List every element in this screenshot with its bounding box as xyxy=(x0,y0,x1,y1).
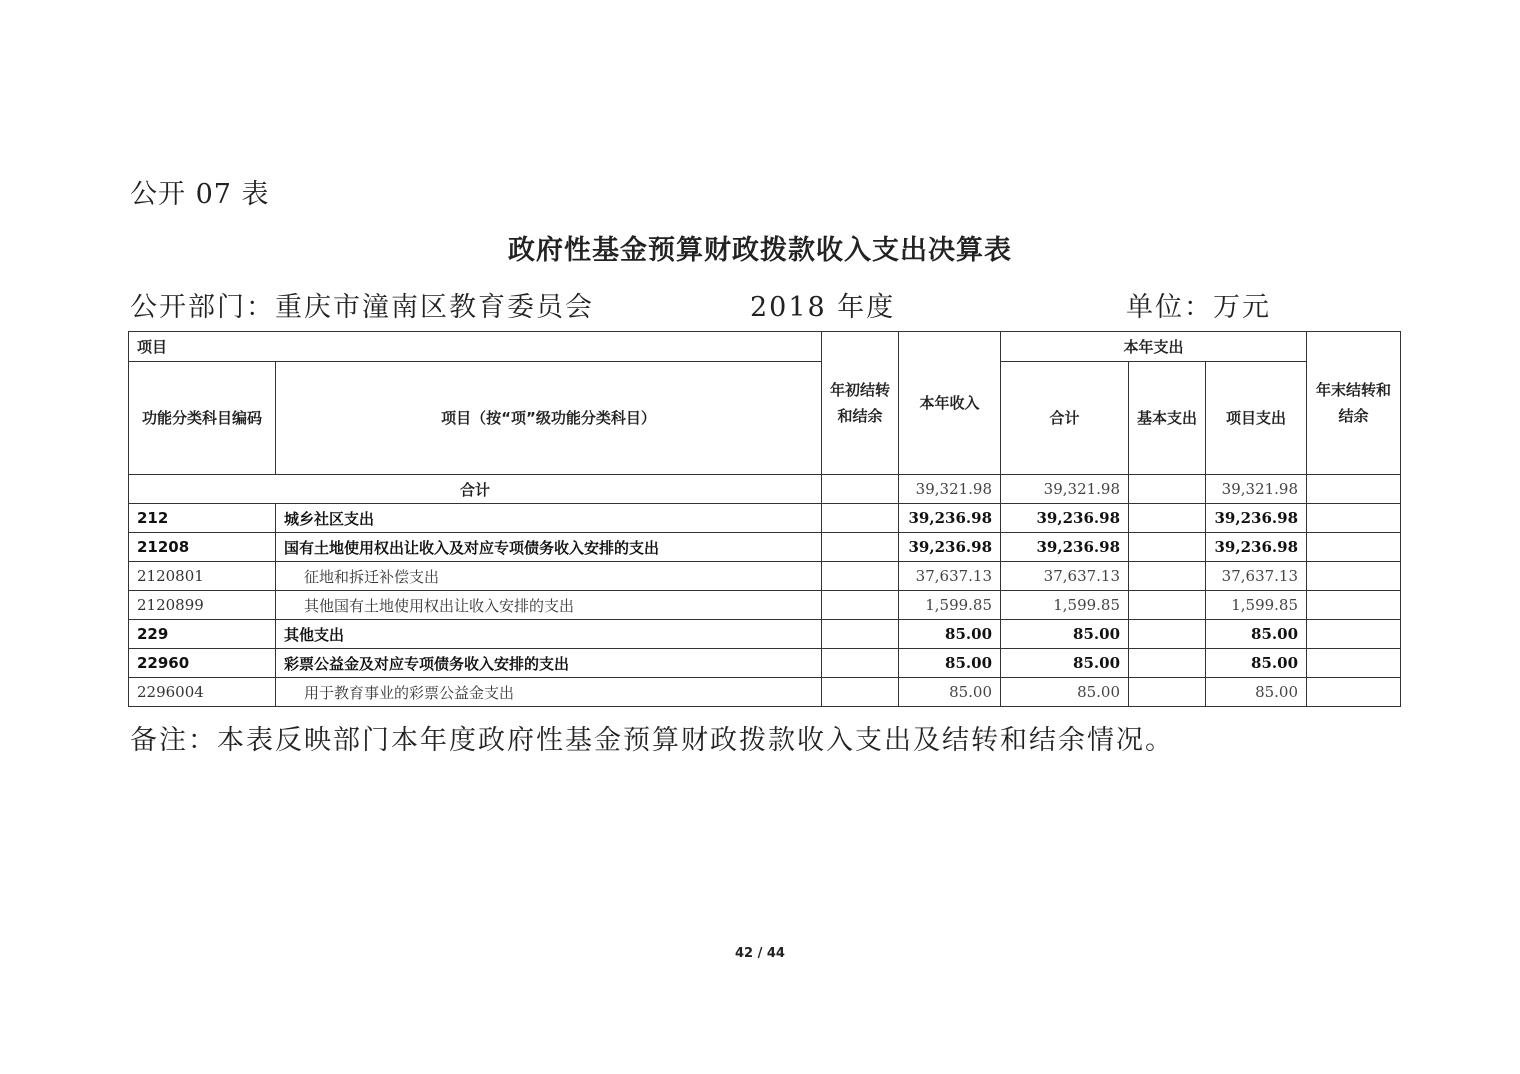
table-row xyxy=(129,562,1401,591)
table-row xyxy=(129,533,1401,562)
header-project: 项目 xyxy=(129,332,822,362)
row-opening xyxy=(822,678,899,707)
row-closing xyxy=(1307,591,1401,620)
row-project: 85.00 xyxy=(1206,678,1307,707)
row-income: 85.00 xyxy=(899,620,1001,649)
row-income: 85.00 xyxy=(899,649,1001,678)
table-note: 备注：本表反映部门本年度政府性基金预算财政拨款收入支出及结转和结余情况。 xyxy=(130,725,1174,756)
row-code: 21208 xyxy=(129,533,276,562)
row-basic xyxy=(1129,649,1206,678)
unit-label: 单位：万元 xyxy=(1126,292,1271,323)
total-label: 合计 xyxy=(129,475,822,504)
row-project: 85.00 xyxy=(1206,620,1307,649)
row-name: 用于教育事业的彩票公益金支出 xyxy=(276,678,822,707)
row-closing xyxy=(1307,620,1401,649)
table-code: 公开 07 表 xyxy=(130,179,270,210)
row-code: 212 xyxy=(129,504,276,533)
total-opening xyxy=(822,475,899,504)
total-row xyxy=(129,475,1401,504)
row-income: 39,236.98 xyxy=(899,504,1001,533)
table-row xyxy=(129,591,1401,620)
row-code: 2120899 xyxy=(129,591,276,620)
row-closing xyxy=(1307,649,1401,678)
row-basic xyxy=(1129,591,1206,620)
row-project: 37,637.13 xyxy=(1206,562,1307,591)
total-expense: 39,321.98 xyxy=(1001,475,1129,504)
table-row xyxy=(129,678,1401,707)
department-label: 公开部门：重庆市潼南区教育委员会 xyxy=(130,292,594,323)
total-project: 39,321.98 xyxy=(1206,475,1307,504)
row-closing xyxy=(1307,504,1401,533)
row-code: 2296004 xyxy=(129,678,276,707)
header-project-expense: 项目支出 xyxy=(1206,362,1307,475)
total-income: 39,321.98 xyxy=(899,475,1001,504)
row-expense-total: 39,236.98 xyxy=(1001,533,1129,562)
row-project: 39,236.98 xyxy=(1206,504,1307,533)
table-row xyxy=(129,620,1401,649)
row-name: 其他支出 xyxy=(276,620,822,649)
row-basic xyxy=(1129,504,1206,533)
row-code: 22960 xyxy=(129,649,276,678)
header-closing-balance: 年末结转和结余 xyxy=(1307,332,1401,475)
total-basic xyxy=(1129,475,1206,504)
row-name: 国有土地使用权出让收入及对应专项债务收入安排的支出 xyxy=(276,533,822,562)
row-income: 39,236.98 xyxy=(899,533,1001,562)
row-closing xyxy=(1307,533,1401,562)
row-expense-total: 85.00 xyxy=(1001,649,1129,678)
page-title: 政府性基金预算财政拨款收入支出决算表 xyxy=(508,235,1012,266)
header-opening-balance: 年初结转和结余 xyxy=(822,332,899,475)
row-expense-total: 85.00 xyxy=(1001,620,1129,649)
row-basic xyxy=(1129,678,1206,707)
header-item-name: 项目（按“项”级功能分类科目） xyxy=(276,362,822,475)
row-opening xyxy=(822,562,899,591)
header-func-code: 功能分类科目编码 xyxy=(129,362,276,475)
row-opening xyxy=(822,649,899,678)
row-income: 85.00 xyxy=(899,678,1001,707)
row-expense-total: 85.00 xyxy=(1001,678,1129,707)
row-opening xyxy=(822,620,899,649)
row-project: 85.00 xyxy=(1206,649,1307,678)
row-name: 城乡社区支出 xyxy=(276,504,822,533)
budget-table xyxy=(128,331,1401,707)
header-row-1 xyxy=(129,332,1401,362)
header-expense-total: 合计 xyxy=(1001,362,1129,475)
row-expense-total: 39,236.98 xyxy=(1001,504,1129,533)
page-number: 42 / 44 xyxy=(735,946,785,961)
row-basic xyxy=(1129,533,1206,562)
row-project: 1,599.85 xyxy=(1206,591,1307,620)
row-income: 37,637.13 xyxy=(899,562,1001,591)
row-code: 229 xyxy=(129,620,276,649)
row-basic xyxy=(1129,562,1206,591)
row-name: 其他国有土地使用权出让收入安排的支出 xyxy=(276,591,822,620)
fiscal-year-label: 2018 年度 xyxy=(750,292,896,323)
table-row xyxy=(129,649,1401,678)
header-expense-group: 本年支出 xyxy=(1001,332,1307,362)
row-code: 2120801 xyxy=(129,562,276,591)
header-basic-expense: 基本支出 xyxy=(1129,362,1206,475)
row-opening xyxy=(822,591,899,620)
header-row-2 xyxy=(129,362,1401,475)
row-basic xyxy=(1129,620,1206,649)
row-opening xyxy=(822,533,899,562)
row-name: 征地和拆迁补偿支出 xyxy=(276,562,822,591)
row-name: 彩票公益金及对应专项债务收入安排的支出 xyxy=(276,649,822,678)
row-income: 1,599.85 xyxy=(899,591,1001,620)
header-income: 本年收入 xyxy=(899,332,1001,475)
row-closing xyxy=(1307,562,1401,591)
table-row xyxy=(129,504,1401,533)
row-closing xyxy=(1307,678,1401,707)
row-project: 39,236.98 xyxy=(1206,533,1307,562)
total-closing xyxy=(1307,475,1401,504)
row-expense-total: 1,599.85 xyxy=(1001,591,1129,620)
row-opening xyxy=(822,504,899,533)
row-expense-total: 37,637.13 xyxy=(1001,562,1129,591)
